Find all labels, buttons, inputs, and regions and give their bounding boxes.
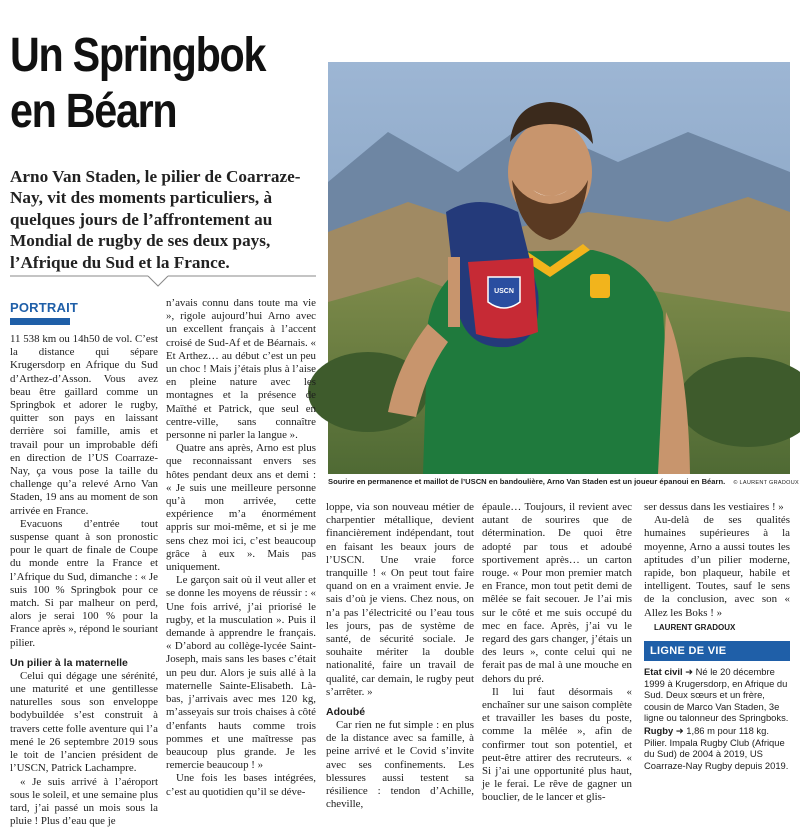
photo-illustration: [328, 62, 790, 474]
arrow-icon: ➜: [685, 666, 695, 677]
article-column-5: [644, 501, 790, 634]
article-column-4: [482, 501, 632, 805]
subhead-maternelle: Un pilier à la maternelle: [10, 656, 158, 670]
subhead-adoube: Adoubé: [326, 705, 474, 719]
article-column-3: [326, 501, 474, 811]
photo-credit: © LAURENT GRADOUX: [733, 480, 799, 486]
col4-paragraph: Il lui faut désormais « enchaîner sur une saison complète et travailler les bases du poste, comme la mêlée », afin de confirmer tout son potentiel, et peut-être attirer des recruteurs. « Si j’ai une opportunité plus haut, je le ferai. Le rêve de gagner un bouclier, de le lancer et glis-: [482, 686, 632, 805]
rubric-label: PORTRAIT: [10, 300, 78, 315]
col5-paragraph: ser dessus dans les vestiaires ! »: [644, 501, 790, 514]
rugby-entry: [644, 725, 790, 771]
photo-caption: [328, 477, 790, 486]
ligne-de-vie-header: LIGNE DE VIE: [644, 641, 790, 661]
rugby-text: 1,86 m pour 118 kg. Pilier. Impala Rugby Club (Afrique du Sud) de 2004 à 2019, US Coarraze-Nay Rugby depuis 2019.: [644, 725, 788, 771]
col1-paragraph: 11 538 km ou 14h50 de vol. C’est la distance qui sépare Krugersdorp en Afrique du Sud d’Arthez-d’Asson. Vous avez beau être gaillard comme un Springbok et adorer le rugby, quitter son pays en laissant derrière soi famille, amis et travail pour un improbable défi en direction de l’US Coarraze-Nay, ça vous pose la taille du challenge qu’a relevé Arno Van Staden, 19 ans au moment de son arrivée en France.: [10, 333, 158, 518]
col1-paragraph: Celui qui dégage une sérénité, une maturité et une gentillesse naturelles sous son enveloppe bodybuildée s’est construit à travers cette folle aventure qui l’a mené le 26 septembre 2019 sous le toit de l’ancien président de l’USCN, Patrick Lachampre.: [10, 670, 158, 776]
standfirst: Arno Van Staden, le pilier de Coarraze-Nay, vit des moments particuliers, à quelques jours de l’affrontement au Mondial de rugby de ses deux pays, l’Afrique du Sud et la France.: [10, 166, 318, 273]
col2-paragraph: Quatre ans après, Arno est plus que reconnaissant envers ses hôtes pendant deux ans et demi : « Je suis une meilleure personne qu’à mon arrivée, cette expérience m’a énormément appris sur moi-même, et si je me sens chez moi ici, c’est beaucoup grâce à eux ». Mais pas uniquement.: [166, 442, 316, 574]
col3-paragraph: loppe, via son nouveau métier de charpentier métallique, devient financièrement indépendant, tout en faisant les beaux jours de l’USCN. Une vraie force tranquille ! « On peut tout faire quand on en a vraiment envie. Je sais d’où je viens. Chez nous, on n’a pas l’électricité ou l’eau tous les jours, pas de système de santé, de sécurité sociale. Je souhaite mériter la double nationalité, faire un travail de qualité, car demain, le rugby peut s’arrêter. »: [326, 501, 474, 699]
headline-line2: en Béarn: [10, 84, 268, 140]
col3-paragraph: Car rien ne fut simple : en plus de la distance avec sa famille, à peine arrivé et le Covid s’invite avec ses confinements. Les blessures aussi testent sa résilience : tendon d’Achille, cheville,: [326, 719, 474, 811]
standfirst-rule: [10, 274, 316, 288]
portrait-photo: [328, 62, 790, 474]
col2-paragraph: Le garçon sait où il veut aller et se donne les moyens de réussir : « Une fois arrivé, j’ai priorisé le rugby, et la musculation ». Puis il demande à apprendre le français. « D’abord au collège-lycée Saint-Joseph, mais sans les bases c’était un peu dur. Alors je suis allé à la maternelle Sainte-Elisabeth. Là-bas, j’arrivais avec mes 120 kg, m’asseyais sur trois chaises à côté d’enfants hauts comme trois pommes et une maîtresse pas beaucoup plus grande. Je les remercie beaucoup ! »: [166, 574, 316, 772]
etat-civil-label: Etat civil: [644, 666, 683, 677]
col5-paragraph: Au-delà de ses qualités humaines supérieures à la moyenne, Arno a aussi toutes les aptitudes d’un pilier moderne, rapide, bon plaqueur, habile et intelligent. Toutes, sauf le sens de la conclusion, avec son « Allez les Boks ! »: [644, 514, 790, 620]
etat-civil-text: Né le 20 décembre 1999 à Krugersdorp, en Afrique du Sud. Deux sœurs et un frère, cousin de Marco Van Staden, 3e ligne ou talonneur des Springboks.: [644, 666, 788, 723]
col2-paragraph: Une fois les bases intégrées, c’est au quotidien qu’il se déve-: [166, 772, 316, 798]
col1-paragraph: Evacuons d’entrée tout suspense quant à son pronostic pour le quart de finale de Coupe du monde entre la France et l’Afrique du Sud, dimanche : « Je suis 100 % Springbok pour ce match. Si par malheur on perd, alors je serai 100 % pour la France après », répond le souriant pilier.: [10, 518, 158, 650]
col2-paragraph: n’avais connu dans toute ma vie », rigole aujourd’hui Arno avec un excellent français à l’accent croisé de Sud-Af et de Béarnais. « Et Arthez… au début c’est un peu un choc ! Mais j’étais plus à l’aise en pleine nature avec les montagnes et la présence de Maïthé et Patrick, que seul en centre-ville, sans connaître personne ni parler la langue ».: [166, 297, 316, 442]
article-column-1: [10, 333, 158, 828]
headline: [10, 28, 268, 140]
springbok-emblem-icon: [590, 274, 610, 298]
headline-line1: Un Springbok: [10, 28, 268, 84]
rugby-label: Rugby: [644, 725, 673, 736]
club-badge-text: USCN: [494, 288, 514, 295]
arrow-icon: ➜: [676, 725, 686, 736]
rubric-bar: [10, 318, 70, 325]
col1-paragraph: « Je suis arrivé à l’aéroport sous le soleil, et une semaine plus tard, j’ai passé un mois sous la pluie ! Plus d’eau que je: [10, 776, 158, 828]
ligne-de-vie-body: [644, 666, 790, 772]
article-column-2: [166, 297, 316, 799]
author-signature: LAURENT GRADOUX: [644, 621, 790, 634]
caption-text: Sourire en permanence et maillot de l’USCN en bandoulière, Arno Van Staden est un joueur épanoui en Béarn.: [328, 477, 725, 486]
col4-paragraph: épaule… Toujours, il revient avec autant de sourires que de détermination. De quoi être adopté par tous et adoubé sportivement après… un carton rouge. « Pour mon premier match en France, mon tout petit demi de mêlée se fait secouer. Je l’ai mis sur le côté et me suis occupé du mec en face. Après, j’ai vu le regard des gars changer, j’étais un des leurs », conte celui qui ne ferait pas de mal à une mouche en dehors du pré.: [482, 501, 632, 686]
etat-civil-entry: [644, 666, 790, 724]
